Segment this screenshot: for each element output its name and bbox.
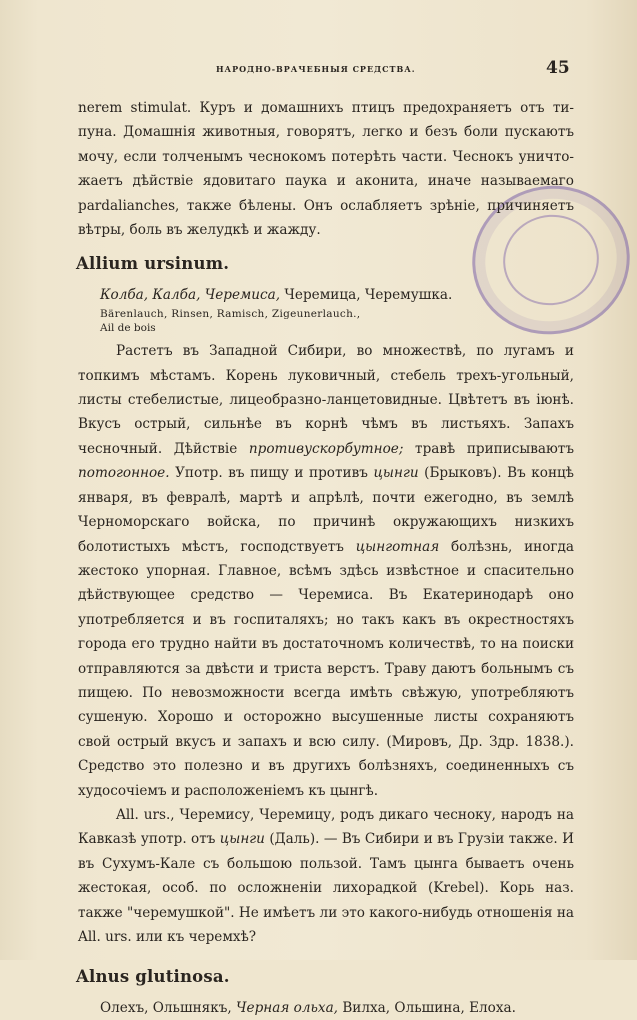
section-title-alnus: Alnus glutinosa. [76,967,230,987]
allium-notes-paragraph [78,803,574,949]
text-run: All. urs., Черемису, Черемицу, родъ дикаго чесноку, народъ на Кавказѣ употр. отъ [78,806,574,848]
german-synonyms: Bärenlauch, Rinsen, Ramisch, Zigeunerlauch., [100,308,361,321]
text-line: вѣтры, боль въ желудкѣ и жажду. [78,222,321,239]
text-run: (Даль). — Въ Сибири и въ Грузіи также. И въ Сухумъ-Кале съ большою пользой. Тамъ цынга бываетъ очень жестокая, особ. по осложненіи лихорадкой (Krebel). Корь наз. также "черемушкой". Не имѣетъ ли это какого-нибудь отношенія на All. urs. или къ черемхѣ? [78,831,574,945]
italic-term: цынги [219,831,265,848]
allium-description-paragraph [78,339,574,803]
italic-term: противускорбутное; [248,440,404,457]
text-run: болѣзнь, иногда жестоко упорная. Главное, всѣмъ здѣсь извѣстное и спасительно дѣйствующее средство — Черемиса. Въ Екатеринодарѣ оно употребляется и въ госпиталяхъ; но такъ какъ въ окрестностяхъ города его трудно найти въ достаточномъ количествѣ, то на поиски отправляются за двѣсти и триста верстъ. Траву даютъ больнымъ съ пищею. По невозможности всегда имѣть свѣжую, употребляютъ сушеную. Хорошо и осторожно высушенные листы сохраняютъ свой острый вкусъ и запахъ и всю силу. (Мировъ, Др. Здр. 1838.). Средство это полезно и въ другихъ болѣзняхъ, соединенныхъ съ худосочіемъ и расположеніемъ къ цынгѣ. [78,538,574,799]
italic-term: цынги [373,465,419,482]
text-line: жаетъ дѣйствіе ядовитаго паука и аконита, иначе называемаго [78,173,574,190]
text-run: Растетъ въ Западной Сибири, во множествѣ, по лугамъ и топкимъ мѣстамъ. Корень луковичный, стебель трехъ-угольный, листы стебелистые, лицеобразно-ланцетовидные. Цвѣтетъ въ іюнѣ. Вкусъ острый, сильнѣе въ корнѣ чѣмъ въ листьяхъ. Запахъ чесночный. Дѣйствіе [78,343,574,457]
text-line: pardaliancheѕ, также бѣлены. Онъ ослабляетъ зрѣніе, причиняетъ [78,197,574,214]
text-run: (Брыковъ). Въ концѣ января, въ февралѣ, мартѣ и апрѣлѣ, почти ежегодно, въ землѣ Черноморскаго войска, по причинѣ окружающихъ низкихъ болотистыхъ мѣстъ, господствуетъ [78,465,574,555]
common-names-allium [100,283,574,307]
french-synonym: Ail de bois [100,322,156,335]
page-body [78,96,574,1020]
text-line: мочу, если толченымъ чеснокомъ потерѣть части. Чеснокъ уничто- [78,148,574,165]
common-names-plain: Черемица, Черемушка. [280,286,453,303]
opening-paragraph [78,96,574,242]
alnus-names-plain-1: Олехъ, Ольшнякъ, [100,999,237,1016]
page-number: 45 [546,58,570,78]
text-line: nerem stimulat. Куръ и домашнихъ птицъ предохраняетъ отъ ти- [78,100,574,116]
italic-term: цынготная [355,538,440,555]
text-run: Употр. въ пищу и противъ [169,465,374,482]
common-names-italic: Колба, Калба, Черемиса, [100,286,281,303]
common-names-alnus [100,996,574,1020]
italic-term: потогонное. [78,465,170,482]
text-run: травѣ приписываютъ [403,440,574,457]
section-title-allium: Allium ursinum. [76,254,230,274]
running-header: НАРОДНО-ВРАЧЕБНЫЯ СРЕДСТВА. [216,64,416,74]
text-line: пуна. Домашнія животныя, говорятъ, легко и безъ боли пускаютъ [78,124,574,141]
alnus-names-plain-2: Вилха, Ольшина, Елоха. [338,999,516,1016]
alnus-names-italic: Черная ольха, [236,999,338,1016]
